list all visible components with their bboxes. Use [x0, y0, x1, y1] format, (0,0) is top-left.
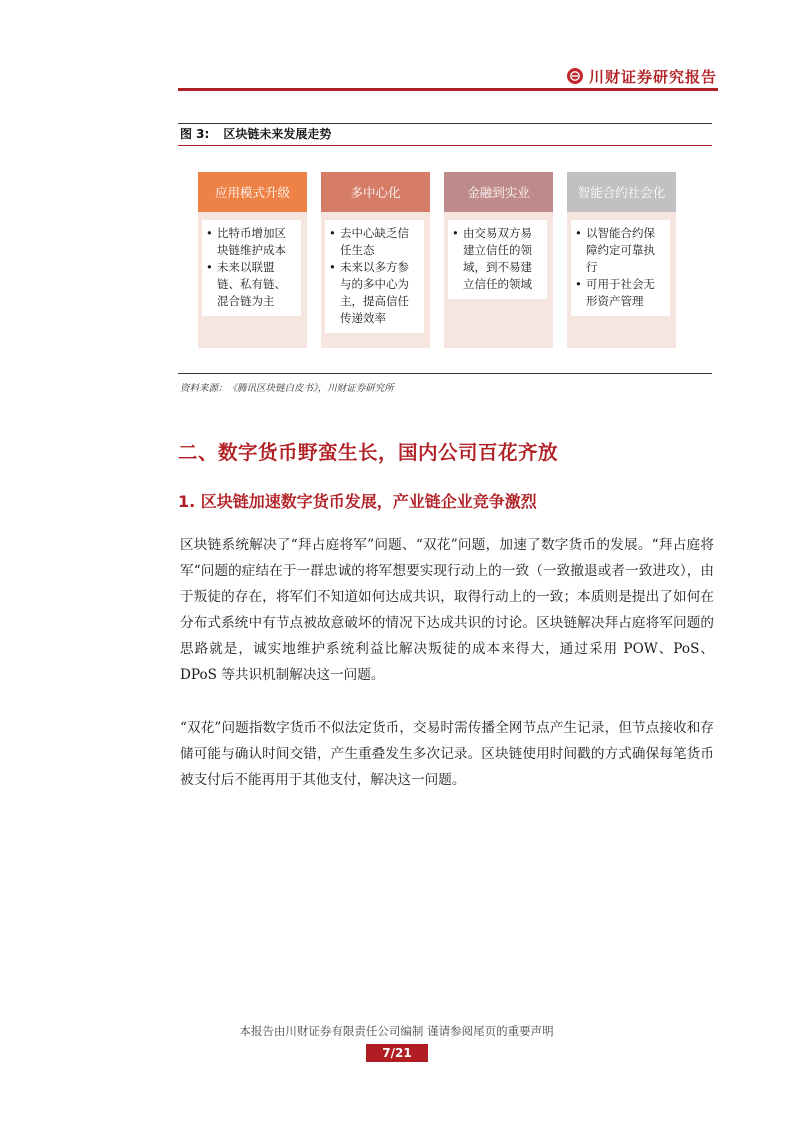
page-number: 7/21: [366, 1044, 428, 1062]
chuancai-logo-icon: [567, 68, 583, 84]
trend-diagram: [198, 172, 694, 348]
trend-header: 多中心化: [321, 172, 430, 212]
figure-title: 区块链未来发展走势: [223, 127, 332, 141]
trend-bullet: • 由交易双方易建立信任的领域，到不易建立信任的领域: [452, 226, 532, 291]
trend-header: 金融到实业: [444, 172, 553, 212]
trend-bullet: • 去中心缺乏信任生态: [329, 226, 409, 257]
trend-body: [325, 220, 424, 333]
sub-heading: 1. 区块链加速数字货币发展，产业链企业竞争激烈: [178, 492, 537, 511]
figure-source-note: 资料来源：《腾讯区块链白皮书》，川财证券研究所: [180, 383, 394, 394]
figure-caption-rule: [178, 145, 712, 146]
trend-body: [448, 220, 547, 299]
footer-disclaimer: 本报告由川财证券有限责任公司编制 谨请参阅尾页的重要声明: [239, 1024, 554, 1038]
trend-bullet: • 比特币增加区块链维护成本: [206, 226, 286, 257]
report-brand-title: 川财证券研究报告: [588, 67, 717, 86]
trend-column: [198, 172, 307, 348]
header-divider: [178, 88, 718, 91]
section-heading: 二、数字货币野蛮生长，国内公司百花齐放: [178, 441, 559, 464]
trend-bullet: • 以智能合约保障约定可靠执行: [575, 226, 655, 274]
figure-bottom-rule: [178, 373, 712, 374]
figure-caption: [180, 125, 331, 142]
trend-bullet: • 可用于社会无形资产管理: [575, 277, 655, 308]
trend-body: [202, 220, 301, 316]
trend-header: 智能合约社会化: [567, 172, 676, 212]
figure-label: 图 3:: [180, 127, 210, 141]
trend-column: [444, 172, 553, 348]
trend-bullet: • 未来以联盟链、私有链、混合链为主: [206, 260, 286, 308]
body-paragraph: “双花”问题指数字货币不似法定货币，交易时需传播全网节点产生记录，但节点接收和存储可能与确认时间交错，产生重叠发生多次记录。区块链使用时间戳的方式确保每笔货币被支付后不能再用于其他支付，解决这一问题。: [180, 720, 714, 788]
body-paragraph: 区块链系统解决了“拜占庭将军”问题、“双花”问题，加速了数字货币的发展。“拜占庭将军“问题的症结在于一群忠诚的将军想要实现行动上的一致（一致撤退或者一致进攻），由于叛徒的存在，将军们不知道如何达成共识，取得行动上的一致；本质则是提出了如何在分布式系统中有节点被故意破坏的情况下达成共识的讨论。区块链解决拜占庭将军问题的思路就是，诚实地维护系统利益比解决叛徒的成本来得大，通过采用 POW、PoS、DPoS 等共识机制解决这一问题。: [180, 537, 714, 683]
trend-column: [321, 172, 430, 348]
trend-body: [571, 220, 670, 316]
figure-top-rule: [178, 123, 712, 124]
header-brand: [567, 64, 717, 88]
trend-bullet: • 未来以多方参与的多中心为主，提高信任传递效率: [329, 260, 409, 325]
trend-header: 应用模式升级: [198, 172, 307, 212]
trend-column: [567, 172, 676, 348]
